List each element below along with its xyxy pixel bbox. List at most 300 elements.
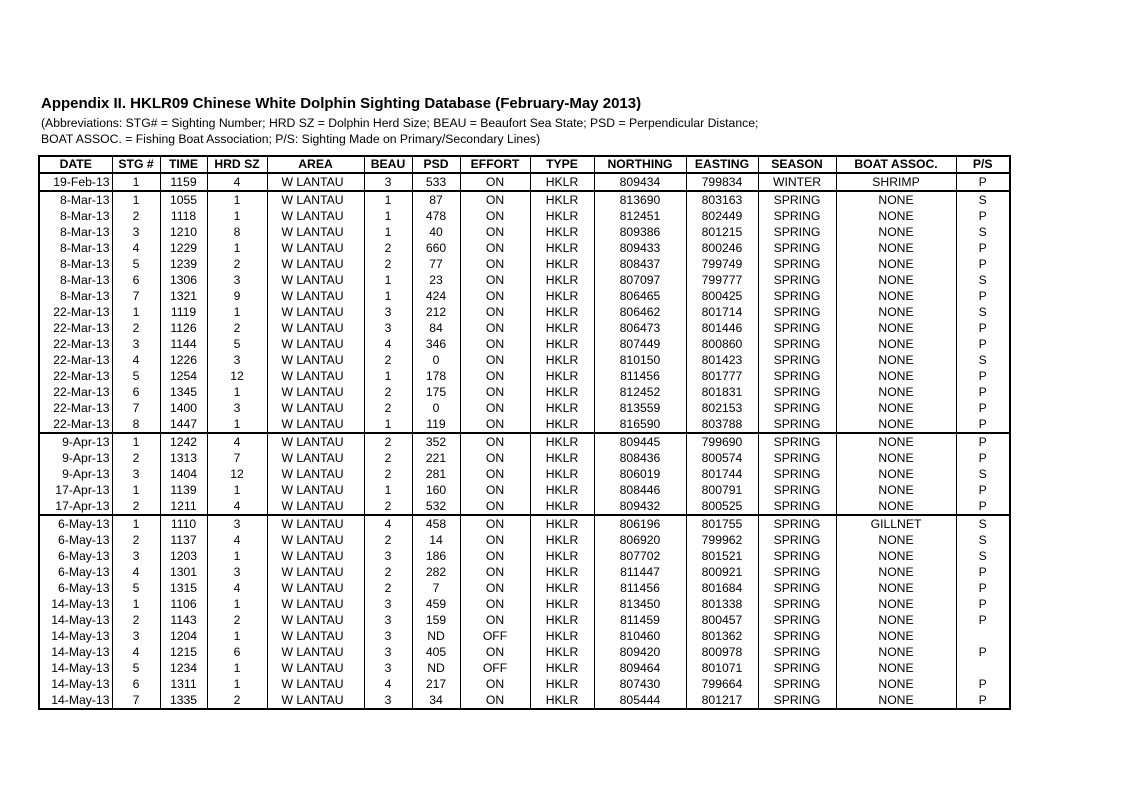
cell-beau: 3 <box>364 644 412 660</box>
cell-type: HKLR <box>530 433 594 450</box>
abbreviations-line-1: (Abbreviations: STG# = Sighting Number; HRD SZ = Dolphin Herd Size; BEAU = Beaufort Sea State; PSD = Perpendicular Distance; <box>41 116 759 130</box>
table-row <box>39 676 1010 692</box>
cell-season: SPRING <box>758 482 836 498</box>
cell-time: 1242 <box>160 433 207 450</box>
cell-time: 1229 <box>160 240 207 256</box>
table-row <box>39 352 1010 368</box>
cell-area: W LANTAU <box>267 173 364 191</box>
cell-psd: 175 <box>412 384 460 400</box>
cell-hrd-sz: 2 <box>207 692 267 709</box>
cell-date: 22-Mar-13 <box>39 400 112 416</box>
cell-area: W LANTAU <box>267 256 364 272</box>
cell-type: HKLR <box>530 256 594 272</box>
cell-stg: 5 <box>112 580 160 596</box>
cell-hrd-sz: 9 <box>207 288 267 304</box>
cell-effort: ON <box>460 384 530 400</box>
sighting-table <box>38 155 1011 710</box>
cell-hrd-sz: 4 <box>207 580 267 596</box>
cell-ps: S <box>956 224 1010 240</box>
cell-date: 8-Mar-13 <box>39 208 112 224</box>
cell-time: 1118 <box>160 208 207 224</box>
cell-stg: 1 <box>112 173 160 191</box>
cell-easting: 801423 <box>686 352 758 368</box>
cell-stg: 4 <box>112 352 160 368</box>
cell-easting: 800860 <box>686 336 758 352</box>
cell-area: W LANTAU <box>267 548 364 564</box>
cell-boat-assoc: NONE <box>836 368 956 384</box>
cell-type: HKLR <box>530 482 594 498</box>
cell-easting: 799834 <box>686 173 758 191</box>
cell-stg: 6 <box>112 272 160 288</box>
cell-season: SPRING <box>758 515 836 532</box>
cell-effort: ON <box>460 416 530 433</box>
cell-effort: ON <box>460 548 530 564</box>
table-row <box>39 368 1010 384</box>
cell-type: HKLR <box>530 676 594 692</box>
cell-type: HKLR <box>530 240 594 256</box>
col-header-ps: P/S <box>956 156 1010 173</box>
table-row <box>39 548 1010 564</box>
cell-easting: 800921 <box>686 564 758 580</box>
table-row <box>39 644 1010 660</box>
cell-season: SPRING <box>758 416 836 433</box>
cell-northing: 809464 <box>594 660 686 676</box>
table-row <box>39 532 1010 548</box>
cell-psd: 660 <box>412 240 460 256</box>
cell-hrd-sz: 1 <box>207 628 267 644</box>
cell-stg: 4 <box>112 240 160 256</box>
cell-date: 22-Mar-13 <box>39 368 112 384</box>
cell-beau: 2 <box>364 564 412 580</box>
cell-stg: 3 <box>112 224 160 240</box>
cell-boat-assoc: NONE <box>836 433 956 450</box>
cell-date: 9-Apr-13 <box>39 433 112 450</box>
cell-boat-assoc: NONE <box>836 384 956 400</box>
table-row <box>39 384 1010 400</box>
cell-psd: 0 <box>412 400 460 416</box>
cell-date: 6-May-13 <box>39 580 112 596</box>
cell-time: 1306 <box>160 272 207 288</box>
cell-time: 1301 <box>160 564 207 580</box>
cell-effort: ON <box>460 532 530 548</box>
cell-stg: 4 <box>112 564 160 580</box>
cell-effort: ON <box>460 498 530 515</box>
cell-psd: 532 <box>412 498 460 515</box>
cell-effort: ON <box>460 692 530 709</box>
cell-season: SPRING <box>758 288 836 304</box>
cell-beau: 3 <box>364 548 412 564</box>
cell-time: 1204 <box>160 628 207 644</box>
cell-ps: S <box>956 532 1010 548</box>
cell-beau: 1 <box>364 288 412 304</box>
cell-effort: ON <box>460 304 530 320</box>
cell-easting: 799690 <box>686 433 758 450</box>
cell-hrd-sz: 6 <box>207 644 267 660</box>
col-header-effort: EFFORT <box>460 156 530 173</box>
cell-beau: 2 <box>364 433 412 450</box>
cell-time: 1139 <box>160 482 207 498</box>
cell-season: SPRING <box>758 466 836 482</box>
cell-time: 1345 <box>160 384 207 400</box>
cell-hrd-sz: 1 <box>207 676 267 692</box>
col-header-season: SEASON <box>758 156 836 173</box>
cell-type: HKLR <box>530 288 594 304</box>
cell-ps: P <box>956 368 1010 384</box>
table-header-row <box>39 156 1010 173</box>
cell-hrd-sz: 2 <box>207 612 267 628</box>
cell-hrd-sz: 4 <box>207 173 267 191</box>
cell-northing: 806465 <box>594 288 686 304</box>
cell-date: 22-Mar-13 <box>39 304 112 320</box>
cell-ps: P <box>956 564 1010 580</box>
cell-ps: P <box>956 644 1010 660</box>
cell-type: HKLR <box>530 692 594 709</box>
cell-beau: 2 <box>364 466 412 482</box>
cell-northing: 813559 <box>594 400 686 416</box>
cell-stg: 2 <box>112 450 160 466</box>
cell-area: W LANTAU <box>267 660 364 676</box>
cell-type: HKLR <box>530 580 594 596</box>
cell-hrd-sz: 1 <box>207 660 267 676</box>
cell-time: 1203 <box>160 548 207 564</box>
cell-area: W LANTAU <box>267 466 364 482</box>
cell-boat-assoc: NONE <box>836 580 956 596</box>
cell-season: SPRING <box>758 644 836 660</box>
cell-boat-assoc: NONE <box>836 660 956 676</box>
col-header-easting: EASTING <box>686 156 758 173</box>
col-header-boat-assoc: BOAT ASSOC. <box>836 156 956 173</box>
cell-boat-assoc: NONE <box>836 692 956 709</box>
cell-boat-assoc: NONE <box>836 532 956 548</box>
cell-ps: P <box>956 482 1010 498</box>
cell-area: W LANTAU <box>267 498 364 515</box>
cell-hrd-sz: 1 <box>207 240 267 256</box>
cell-season: SPRING <box>758 548 836 564</box>
table-row <box>39 256 1010 272</box>
cell-stg: 8 <box>112 416 160 433</box>
cell-date: 22-Mar-13 <box>39 384 112 400</box>
cell-northing: 807449 <box>594 336 686 352</box>
cell-northing: 808437 <box>594 256 686 272</box>
cell-easting: 801744 <box>686 466 758 482</box>
cell-hrd-sz: 3 <box>207 515 267 532</box>
cell-boat-assoc: GILLNET <box>836 515 956 532</box>
table-row <box>39 466 1010 482</box>
cell-type: HKLR <box>530 272 594 288</box>
cell-effort: ON <box>460 352 530 368</box>
cell-area: W LANTAU <box>267 336 364 352</box>
cell-date: 14-May-13 <box>39 596 112 612</box>
cell-beau: 2 <box>364 240 412 256</box>
cell-northing: 811447 <box>594 564 686 580</box>
cell-area: W LANTAU <box>267 580 364 596</box>
cell-date: 22-Mar-13 <box>39 416 112 433</box>
table-row <box>39 173 1010 191</box>
cell-beau: 1 <box>364 208 412 224</box>
cell-area: W LANTAU <box>267 400 364 416</box>
cell-northing: 807702 <box>594 548 686 564</box>
cell-beau: 1 <box>364 224 412 240</box>
cell-boat-assoc: NONE <box>836 400 956 416</box>
cell-season: SPRING <box>758 320 836 336</box>
table-row <box>39 450 1010 466</box>
cell-area: W LANTAU <box>267 191 364 208</box>
cell-effort: ON <box>460 240 530 256</box>
cell-type: HKLR <box>530 660 594 676</box>
cell-area: W LANTAU <box>267 208 364 224</box>
cell-boat-assoc: NONE <box>836 596 956 612</box>
cell-time: 1234 <box>160 660 207 676</box>
cell-psd: 533 <box>412 173 460 191</box>
cell-northing: 808436 <box>594 450 686 466</box>
cell-time: 1313 <box>160 450 207 466</box>
cell-northing: 811459 <box>594 612 686 628</box>
cell-boat-assoc: NONE <box>836 320 956 336</box>
cell-date: 14-May-13 <box>39 676 112 692</box>
cell-time: 1315 <box>160 580 207 596</box>
cell-ps <box>956 628 1010 644</box>
cell-stg: 3 <box>112 466 160 482</box>
table-row <box>39 612 1010 628</box>
cell-time: 1321 <box>160 288 207 304</box>
cell-stg: 7 <box>112 400 160 416</box>
table-row <box>39 272 1010 288</box>
cell-easting: 803788 <box>686 416 758 433</box>
cell-type: HKLR <box>530 173 594 191</box>
cell-hrd-sz: 1 <box>207 548 267 564</box>
cell-easting: 801831 <box>686 384 758 400</box>
cell-easting: 801217 <box>686 692 758 709</box>
cell-easting: 801755 <box>686 515 758 532</box>
cell-date: 6-May-13 <box>39 515 112 532</box>
cell-type: HKLR <box>530 548 594 564</box>
cell-ps: P <box>956 692 1010 709</box>
cell-boat-assoc: NONE <box>836 224 956 240</box>
cell-area: W LANTAU <box>267 224 364 240</box>
cell-date: 8-Mar-13 <box>39 272 112 288</box>
cell-effort: ON <box>460 191 530 208</box>
cell-season: SPRING <box>758 384 836 400</box>
cell-stg: 6 <box>112 384 160 400</box>
cell-time: 1110 <box>160 515 207 532</box>
cell-area: W LANTAU <box>267 288 364 304</box>
col-header-date: DATE <box>39 156 112 173</box>
cell-ps: S <box>956 191 1010 208</box>
table-body <box>39 173 1010 709</box>
cell-hrd-sz: 1 <box>207 596 267 612</box>
cell-psd: 459 <box>412 596 460 612</box>
cell-hrd-sz: 4 <box>207 532 267 548</box>
cell-area: W LANTAU <box>267 532 364 548</box>
cell-northing: 810460 <box>594 628 686 644</box>
cell-season: SPRING <box>758 596 836 612</box>
cell-season: SPRING <box>758 676 836 692</box>
cell-ps: S <box>956 515 1010 532</box>
cell-psd: 212 <box>412 304 460 320</box>
table-row <box>39 596 1010 612</box>
cell-stg: 6 <box>112 676 160 692</box>
cell-season: SPRING <box>758 692 836 709</box>
cell-stg: 2 <box>112 612 160 628</box>
cell-season: SPRING <box>758 450 836 466</box>
cell-boat-assoc: NONE <box>836 191 956 208</box>
cell-stg: 3 <box>112 628 160 644</box>
cell-easting: 801714 <box>686 304 758 320</box>
cell-psd: 14 <box>412 532 460 548</box>
cell-beau: 1 <box>364 416 412 433</box>
cell-type: HKLR <box>530 224 594 240</box>
cell-ps: P <box>956 450 1010 466</box>
cell-stg: 1 <box>112 304 160 320</box>
cell-boat-assoc: SHRIMP <box>836 173 956 191</box>
cell-season: SPRING <box>758 564 836 580</box>
cell-northing: 810150 <box>594 352 686 368</box>
cell-date: 6-May-13 <box>39 548 112 564</box>
cell-season: SPRING <box>758 660 836 676</box>
cell-beau: 3 <box>364 660 412 676</box>
cell-hrd-sz: 2 <box>207 320 267 336</box>
cell-ps: P <box>956 676 1010 692</box>
cell-easting: 800457 <box>686 612 758 628</box>
cell-beau: 2 <box>364 384 412 400</box>
cell-boat-assoc: NONE <box>836 304 956 320</box>
cell-effort: ON <box>460 644 530 660</box>
cell-effort: ON <box>460 596 530 612</box>
cell-boat-assoc: NONE <box>836 628 956 644</box>
cell-season: SPRING <box>758 628 836 644</box>
cell-season: SPRING <box>758 208 836 224</box>
table-row <box>39 482 1010 498</box>
cell-stg: 5 <box>112 256 160 272</box>
cell-beau: 4 <box>364 336 412 352</box>
cell-season: WINTER <box>758 173 836 191</box>
cell-hrd-sz: 12 <box>207 466 267 482</box>
cell-hrd-sz: 5 <box>207 336 267 352</box>
cell-type: HKLR <box>530 450 594 466</box>
cell-time: 1215 <box>160 644 207 660</box>
cell-psd: ND <box>412 628 460 644</box>
cell-boat-assoc: NONE <box>836 466 956 482</box>
cell-effort: ON <box>460 466 530 482</box>
col-header-hrd-sz: HRD SZ <box>207 156 267 173</box>
cell-easting: 799749 <box>686 256 758 272</box>
cell-type: HKLR <box>530 596 594 612</box>
table-row <box>39 580 1010 596</box>
cell-stg: 1 <box>112 482 160 498</box>
cell-psd: 84 <box>412 320 460 336</box>
cell-beau: 3 <box>364 173 412 191</box>
cell-season: SPRING <box>758 272 836 288</box>
cell-time: 1210 <box>160 224 207 240</box>
cell-effort: ON <box>460 224 530 240</box>
cell-time: 1106 <box>160 596 207 612</box>
cell-ps: P <box>956 173 1010 191</box>
cell-northing: 812451 <box>594 208 686 224</box>
cell-boat-assoc: NONE <box>836 256 956 272</box>
cell-boat-assoc: NONE <box>836 482 956 498</box>
cell-season: SPRING <box>758 304 836 320</box>
cell-effort: OFF <box>460 628 530 644</box>
cell-boat-assoc: NONE <box>836 272 956 288</box>
cell-season: SPRING <box>758 240 836 256</box>
cell-easting: 800791 <box>686 482 758 498</box>
cell-boat-assoc: NONE <box>836 288 956 304</box>
cell-ps: P <box>956 416 1010 433</box>
cell-time: 1119 <box>160 304 207 320</box>
cell-northing: 809433 <box>594 240 686 256</box>
cell-season: SPRING <box>758 368 836 384</box>
cell-stg: 7 <box>112 692 160 709</box>
cell-date: 9-Apr-13 <box>39 450 112 466</box>
cell-effort: ON <box>460 173 530 191</box>
cell-psd: 87 <box>412 191 460 208</box>
cell-stg: 2 <box>112 498 160 515</box>
cell-ps: S <box>956 548 1010 564</box>
cell-stg: 5 <box>112 660 160 676</box>
cell-northing: 813690 <box>594 191 686 208</box>
cell-psd: 23 <box>412 272 460 288</box>
table-row <box>39 660 1010 676</box>
cell-season: SPRING <box>758 352 836 368</box>
cell-psd: ND <box>412 660 460 676</box>
cell-psd: 346 <box>412 336 460 352</box>
cell-date: 8-Mar-13 <box>39 224 112 240</box>
cell-type: HKLR <box>530 532 594 548</box>
cell-northing: 807097 <box>594 272 686 288</box>
cell-beau: 3 <box>364 628 412 644</box>
cell-stg: 4 <box>112 644 160 660</box>
cell-type: HKLR <box>530 208 594 224</box>
cell-season: SPRING <box>758 191 836 208</box>
cell-hrd-sz: 12 <box>207 368 267 384</box>
cell-date: 22-Mar-13 <box>39 352 112 368</box>
cell-season: SPRING <box>758 498 836 515</box>
cell-beau: 3 <box>364 304 412 320</box>
cell-psd: 178 <box>412 368 460 384</box>
cell-date: 22-Mar-13 <box>39 336 112 352</box>
cell-northing: 809432 <box>594 498 686 515</box>
cell-season: SPRING <box>758 612 836 628</box>
cell-date: 8-Mar-13 <box>39 288 112 304</box>
cell-beau: 1 <box>364 191 412 208</box>
cell-type: HKLR <box>530 644 594 660</box>
cell-type: HKLR <box>530 384 594 400</box>
cell-easting: 799664 <box>686 676 758 692</box>
cell-beau: 2 <box>364 400 412 416</box>
cell-date: 14-May-13 <box>39 692 112 709</box>
table-row <box>39 304 1010 320</box>
cell-ps: S <box>956 272 1010 288</box>
cell-easting: 801777 <box>686 368 758 384</box>
cell-area: W LANTAU <box>267 482 364 498</box>
cell-easting: 799777 <box>686 272 758 288</box>
cell-easting: 802449 <box>686 208 758 224</box>
cell-northing: 806920 <box>594 532 686 548</box>
cell-effort: ON <box>460 676 530 692</box>
cell-boat-assoc: NONE <box>836 336 956 352</box>
cell-effort: ON <box>460 320 530 336</box>
table-row <box>39 498 1010 515</box>
cell-easting: 800574 <box>686 450 758 466</box>
cell-time: 1335 <box>160 692 207 709</box>
cell-easting: 801215 <box>686 224 758 240</box>
cell-area: W LANTAU <box>267 564 364 580</box>
cell-boat-assoc: NONE <box>836 612 956 628</box>
cell-psd: 281 <box>412 466 460 482</box>
cell-time: 1144 <box>160 336 207 352</box>
cell-effort: ON <box>460 450 530 466</box>
cell-boat-assoc: NONE <box>836 548 956 564</box>
